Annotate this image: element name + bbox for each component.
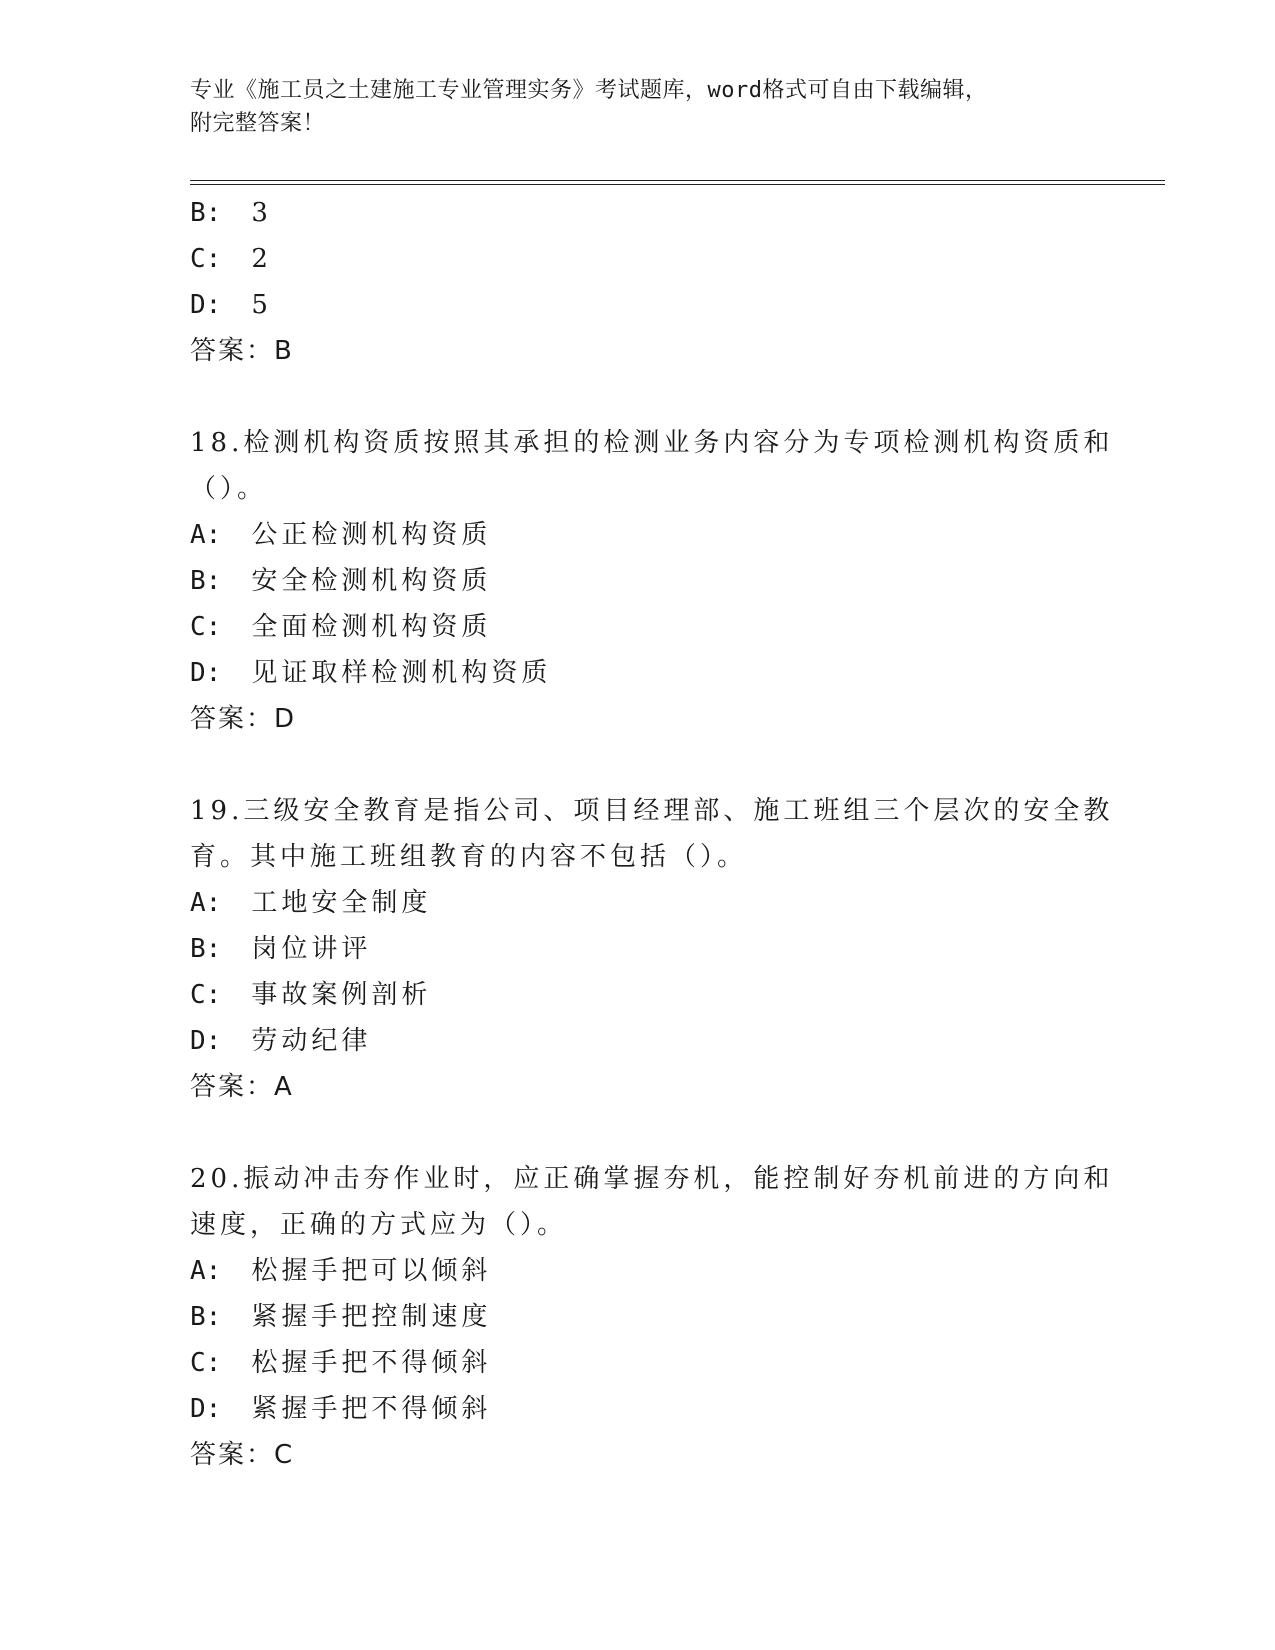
option-text: 岗位讲评 (251, 934, 372, 964)
option-text: 劳动纪律 (251, 1026, 372, 1056)
option-letter: C: (190, 1348, 222, 1378)
option-b (190, 558, 1090, 604)
option-letter: D: (190, 658, 222, 688)
option-a (190, 880, 1090, 926)
question-text-line-1: 19.三级安全教育是指公司、项目经理部、施工班组三个层次的安全教 (190, 796, 1114, 826)
option-d (190, 650, 1090, 696)
option-letter: A: (190, 520, 222, 550)
option-text: 2 (251, 244, 272, 274)
option-text: 紧握手把不得倾斜 (251, 1394, 492, 1424)
question-text-line-2: 速度，正确的方式应为（）。 (190, 1210, 568, 1240)
option-d (190, 282, 1090, 328)
header-divider-bottom (190, 184, 1165, 185)
option-letter: A: (190, 1256, 222, 1286)
option-text: 事故案例剖析 (251, 980, 432, 1010)
option-a (190, 512, 1090, 558)
question-text-line-1: 20.振动冲击夯作业时，应正确掌握夯机，能控制好夯机前进的方向和 (190, 1164, 1114, 1194)
question-text-line-2: 育。其中施工班组教育的内容不包括（）。 (190, 842, 748, 872)
option-text: 3 (251, 198, 272, 228)
option-letter: D: (190, 1394, 222, 1424)
option-a (190, 1248, 1090, 1294)
option-d (190, 1386, 1090, 1432)
option-letter: C: (190, 244, 222, 274)
option-letter: C: (190, 612, 222, 642)
question-text-line-2: （）。 (190, 474, 268, 504)
option-text: 见证取样检测机构资质 (251, 658, 552, 688)
option-letter: A: (190, 888, 222, 918)
option-b (190, 926, 1090, 972)
option-letter: B: (190, 566, 222, 596)
option-c (190, 1340, 1090, 1386)
question-17-partial (190, 190, 1090, 374)
option-text: 松握手把不得倾斜 (251, 1348, 492, 1378)
option-b (190, 190, 1090, 236)
document-header (190, 74, 1070, 140)
option-text: 5 (251, 290, 272, 320)
option-text: 安全检测机构资质 (251, 566, 492, 596)
option-text: 紧握手把控制速度 (251, 1302, 492, 1332)
option-c (190, 604, 1090, 650)
option-b (190, 1294, 1090, 1340)
header-divider-top (190, 180, 1165, 181)
option-letter: D: (190, 1026, 222, 1056)
option-d (190, 1018, 1090, 1064)
option-letter: D: (190, 290, 222, 320)
option-text: 全面检测机构资质 (251, 612, 492, 642)
document-body (190, 190, 1114, 1478)
question-text-line-1: 18.检测机构资质按照其承担的检测业务内容分为专项检测机构资质和 (190, 428, 1114, 458)
question-20 (190, 1156, 1114, 1478)
option-c (190, 972, 1090, 1018)
answer-line: 答案：A (190, 1072, 294, 1102)
option-text: 工地安全制度 (251, 888, 432, 918)
option-letter: C: (190, 980, 222, 1010)
option-letter: B: (190, 198, 222, 228)
answer-line: 答案：D (190, 704, 297, 734)
answer-line: 答案：C (190, 1440, 295, 1470)
option-letter: B: (190, 1302, 222, 1332)
question-19 (190, 788, 1114, 1110)
answer-line: 答案：B (190, 336, 294, 366)
header-line-2: 附完整答案！ (190, 111, 326, 136)
option-text: 公正检测机构资质 (251, 520, 492, 550)
option-letter: B: (190, 934, 222, 964)
header-line-1: 专业《施工员之土建施工专业管理实务》考试题库，word格式可自由下载编辑， (190, 78, 988, 103)
option-text: 松握手把可以倾斜 (251, 1256, 492, 1286)
question-18 (190, 420, 1114, 742)
option-c (190, 236, 1090, 282)
